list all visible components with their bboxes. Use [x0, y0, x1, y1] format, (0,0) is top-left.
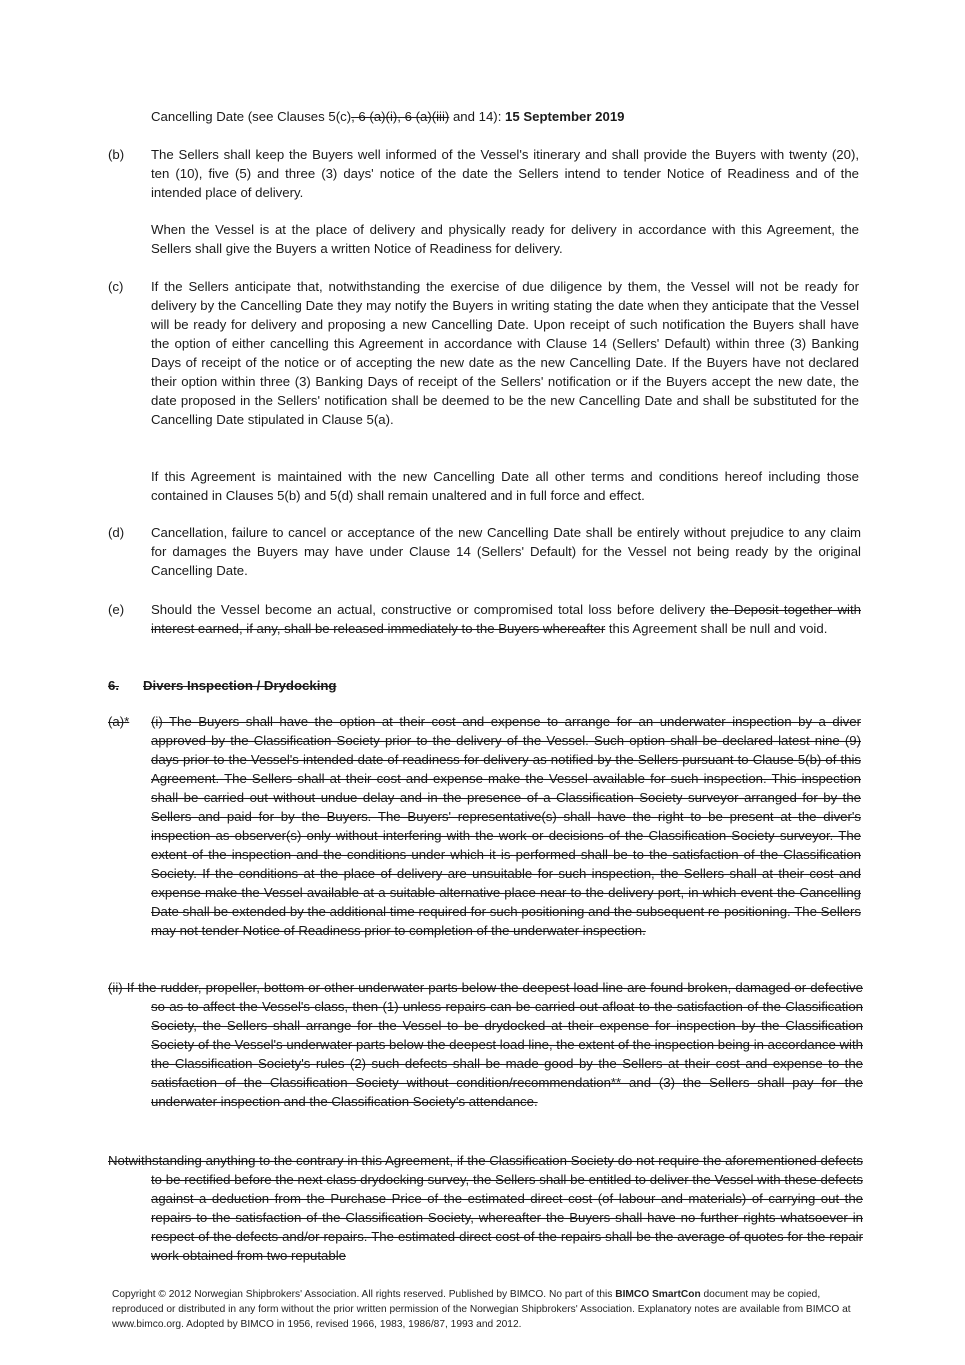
- clause-e-paragraph: [151, 600, 861, 638]
- notwithstanding-paragraph: Notwithstanding anything to the contrary in this Agreement, if the Classification Society do not require the aforementioned defects to be rectified before the next class drydocking survey, the Sellers shall be entitled to deliver the Vessel with these defects against a deduction from the Purchase Price of the estimated direct cost (of labour and materials) of carrying out the repairs to the satisfaction of the Classification Society, whereafter the Buyers shall have no further rights whatsoever in respect of the defects and/or repairs. The estimated direct cost of the repairs shall be the average of quotes for the repair work obtained from two reputable: [108, 1153, 863, 1263]
- cancelling-date-line: [151, 107, 863, 126]
- clause-b-label: (b): [108, 147, 125, 162]
- clause-6-heading: [108, 676, 508, 695]
- cancelling-date-value: 15 September 2019: [505, 109, 625, 124]
- clause-e-struck-text: the Deposit together with interest earned, if any, shall be released immediately to the Buyers whereafter: [151, 602, 861, 636]
- clause-c-paragraph-2: If this Agreement is maintained with the new Cancelling Date all other terms and conditions hereof including those contained in Clauses 5(b) and 5(d) shall remain unaltered and in full force and effect.: [151, 469, 859, 503]
- cancelling-date-prefix: Cancelling Date (see Clauses 5(c): [151, 109, 352, 124]
- copyright-footer: [112, 1287, 864, 1332]
- clause-d-paragraph: Cancellation, failure to cancel or acceptance of the new Cancelling Date shall be entirely without prejudice to any claim for damages the Buyers may have under Clause 14 (Sellers' Default) for the Vessel not being ready by the original Cancelling Date.: [151, 525, 861, 578]
- clause-e-text-start: Should the Vessel become an actual, constructive or compromised total loss before delivery: [151, 602, 711, 617]
- footer-text-after: document may be copied, reproduced or distributed in any form without the prior written permission of the Norwegian Shipbrokers' Association. Explanatory notes are available from BIMCO at www.bimco.org. Adopted by BIMCO in 1956, revised 1966, 1983, 1986/87, 1993 and 2012.: [112, 1289, 851, 1330]
- clause-c-label: (c): [108, 279, 124, 294]
- clause-c-paragraph-1: If the Sellers anticipate that, notwithstanding the exercise of due diligence by them, the Vessel will not be ready for delivery by the Cancelling Date they may notify the Buyers in writing stating the date when they anticipate that the Vessel will be ready for delivery and proposing a new Cancelling Date. Upon receipt of such notification the Buyers shall have the option of either cancelling this Agreement in accordance with Clause 14 (Sellers' Default) within three (3) Banking Days of receipt of the notice or of accepting the new date as the new Cancelling Date. If the Buyers have not declared their option within three (3) Banking Days of receipt of the Sellers' notification or if the Buyers accept the new date, the date proposed in the Sellers' notification shall be deemed to be the new Cancelling Date and shall be substituted for the Cancelling Date stipulated in Clause 5(a).: [151, 279, 859, 427]
- clause-6-title: Divers Inspection / Drydocking: [143, 678, 337, 693]
- clause-e-text-end: this Agreement shall be null and void.: [605, 621, 828, 636]
- clause-d-label: (d): [108, 525, 125, 540]
- clause-6-number: 6.: [108, 678, 119, 693]
- clause-6a-label: (a)*: [108, 714, 130, 729]
- clause-6a-ii-paragraph: (ii) If the rudder, propeller, bottom or other underwater parts below the deepest load line are found broken, damaged or defective so as to affect the Vessel's class, then (1) unless repairs can be carried out afloat to the satisfaction of the Classification Society, the Sellers shall arrange for the Vessel to be drydocked at their expense for inspection by the Classification Society of the Vessel's underwater parts below the deepest load line, the extent of the inspection being in accordance with the Classification Society's rules (2) such defects shall be made good by the Sellers at their cost and expense to the satisfaction of the Classification Society without condition/recommendation** and (3) the Sellers shall pay for the underwater inspection and the Classification Society's attendance.: [108, 980, 863, 1109]
- clause-e-label: (e): [108, 602, 125, 617]
- cancelling-date-suffix: and 14):: [449, 109, 506, 124]
- clause-6a-i-paragraph: (i) The Buyers shall have the option at their cost and expense to arrange for an underwater inspection by a diver approved by the Classification Society prior to the delivery of the Vessel. Such option shall be declared latest nine (9) days prior to the Vessel's intended date of readiness for delivery as notified by the Sellers pursuant to Clause 5(b) of this Agreement. The Sellers shall at their cost and expense make the Vessel available for such inspection. This inspection shall be carried out without undue delay and in the presence of a Classification Society surveyor arranged for by the Sellers and paid for by the Buyers. The Buyers' representative(s) shall have the right to be present at the diver's inspection as observer(s) only without interfering with the work or decisions of the Classification Society surveyor. The extent of the inspection and the conditions under which it is performed shall be to the satisfaction of the Classification Society. If the conditions at the place of delivery are unsuitable for such inspection, the Sellers shall at their cost and expense make the Vessel available at a suitable alternative place near to the delivery port, in which event the Cancelling Date shall be extended by the additional time required for such positioning and the subsequent re-positioning. The Sellers may not tender Notice of Readiness prior to completion of the underwater inspection.: [151, 714, 861, 938]
- cancelling-date-struck-clauses: , 6 (a)(i), 6 (a)(iii): [351, 109, 450, 124]
- clause-b-paragraph-1: The Sellers shall keep the Buyers well informed of the Vessel's itinerary and shall provide the Buyers with twenty (20), ten (10), five (5) and three (3) days' notice of the date the Sellers intend to tender Notice of Readiness and of the intended place of delivery.: [151, 147, 859, 200]
- footer-text-before: Copyright © 2012 Norwegian Shipbrokers' Association. All rights reserved. Published by BIMCO. No part of this: [112, 1289, 616, 1300]
- clause-b-paragraph-2: When the Vessel is at the place of delivery and physically ready for delivery in accordance with this Agreement, the Sellers shall give the Buyers a written Notice of Readiness for delivery.: [151, 222, 859, 256]
- footer-brand: BIMCO SmartCon: [615, 1289, 701, 1300]
